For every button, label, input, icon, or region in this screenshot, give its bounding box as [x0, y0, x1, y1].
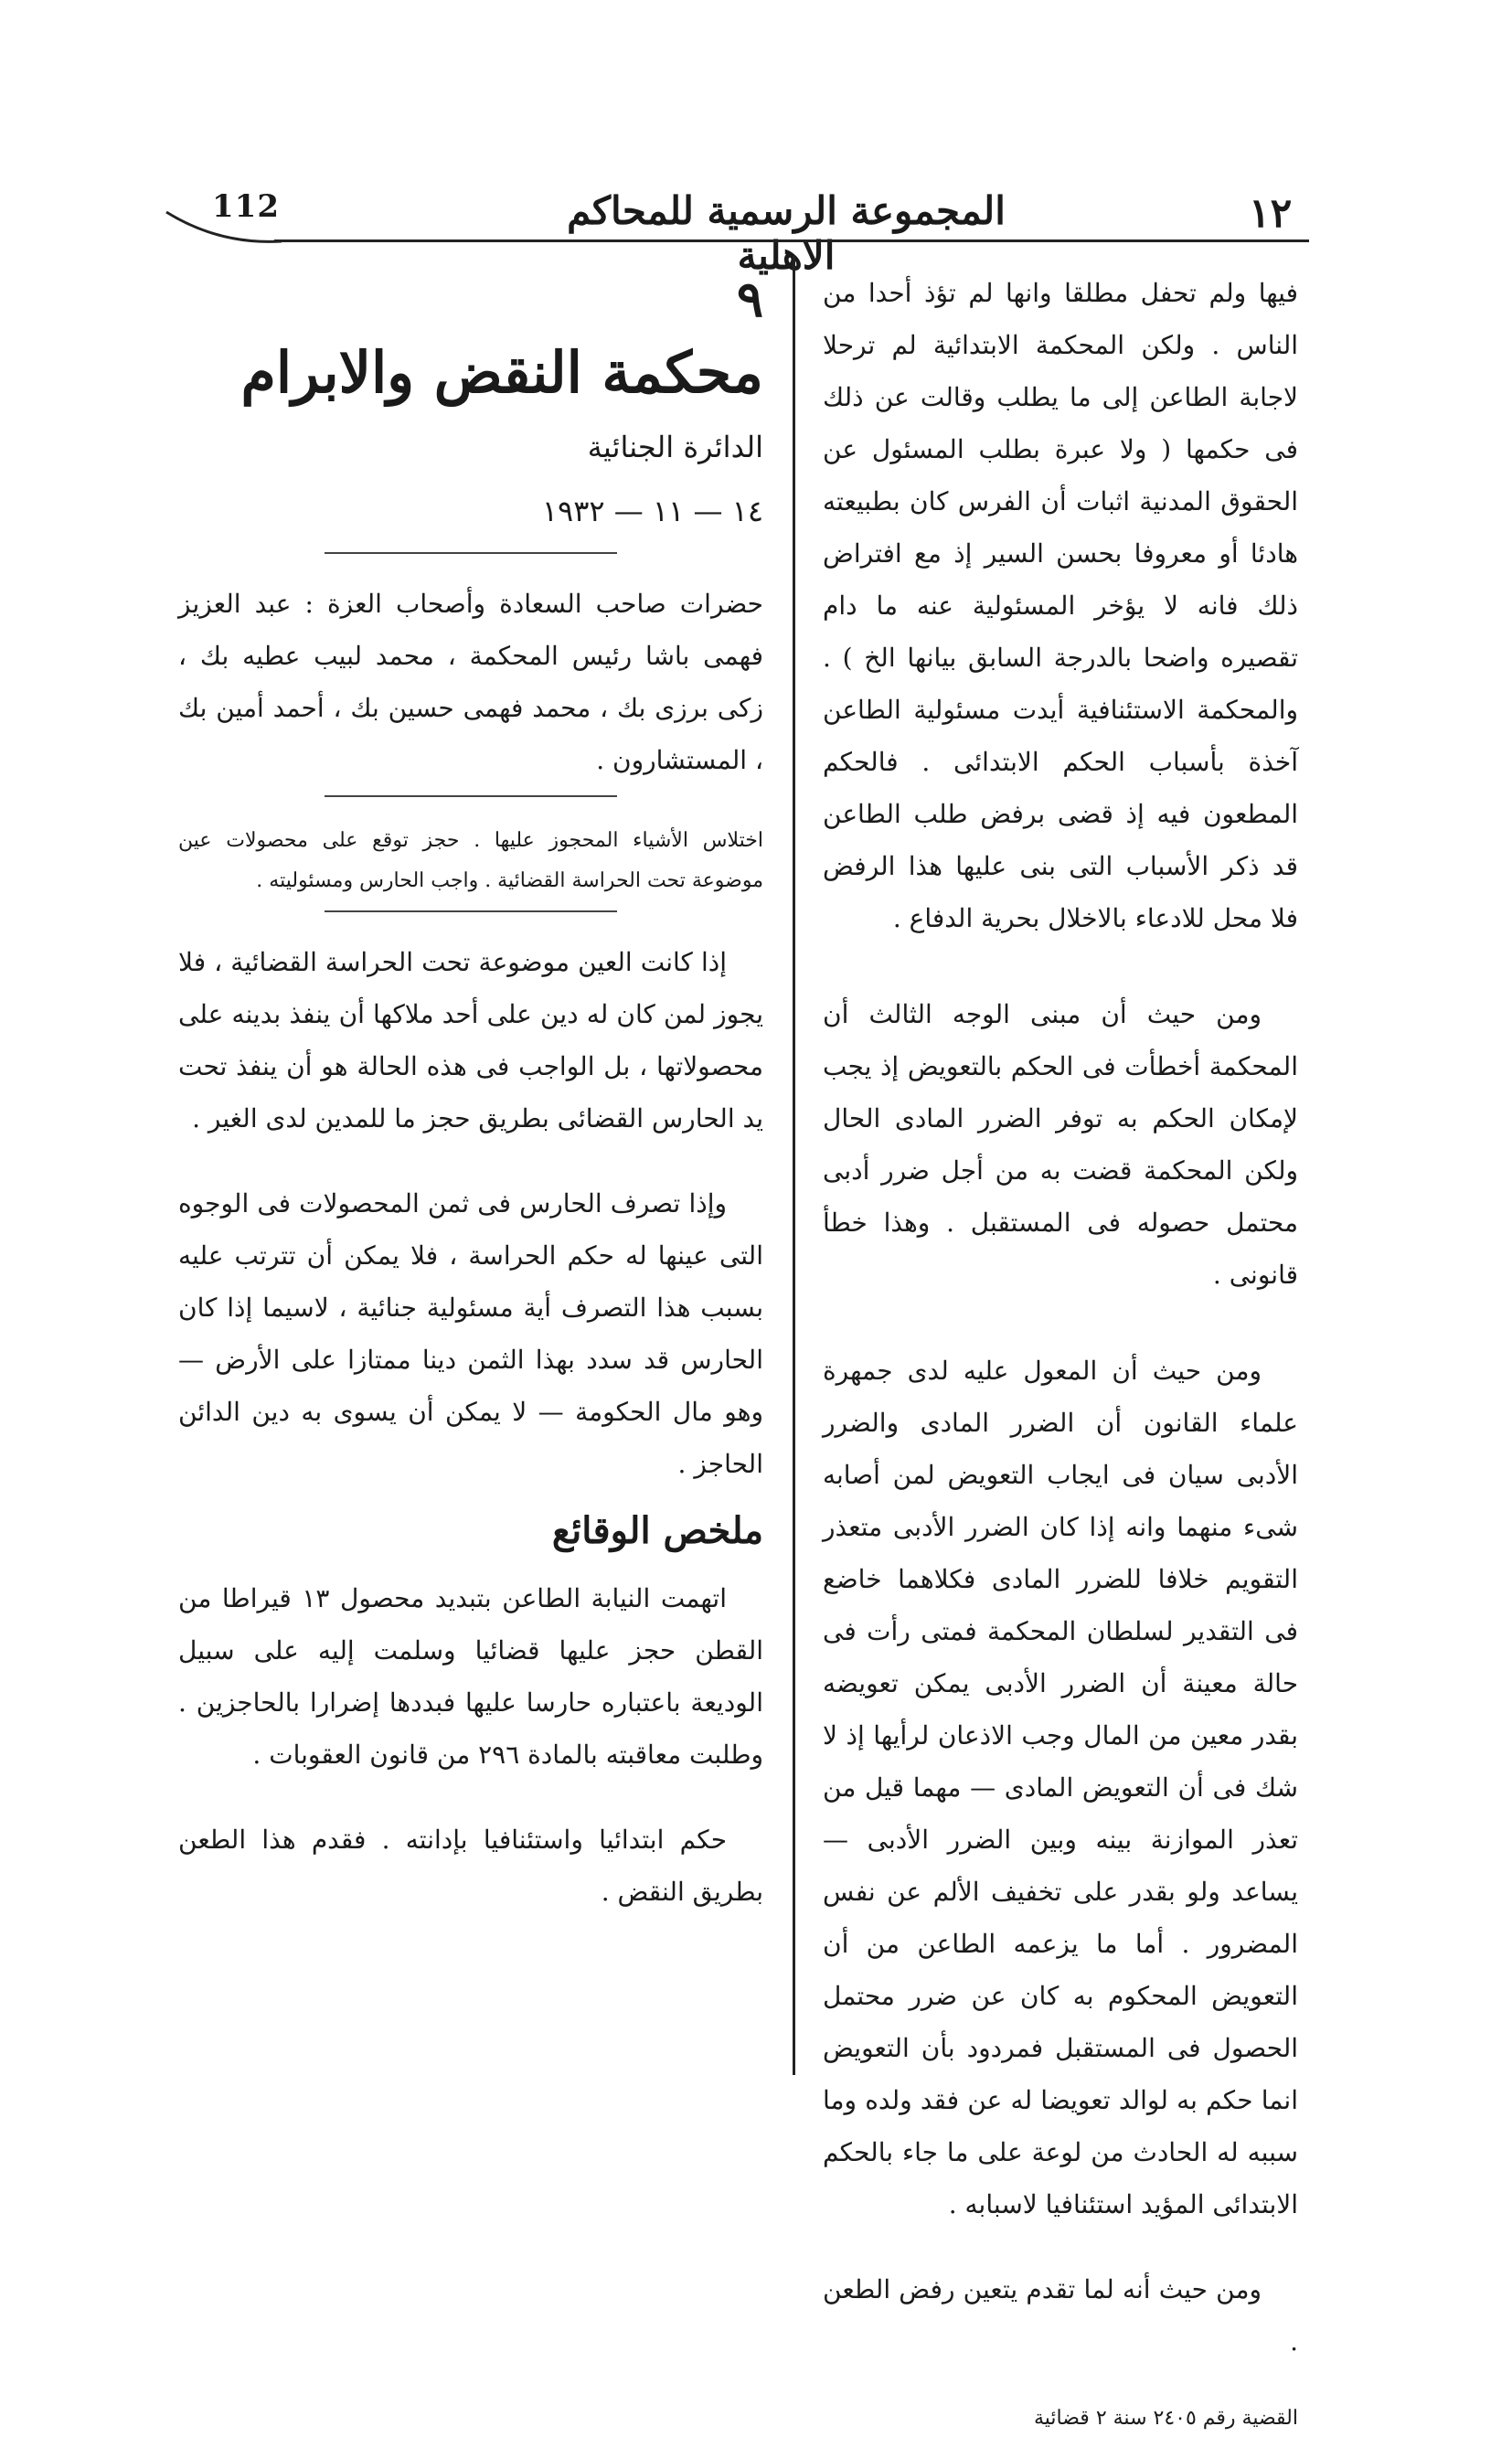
page-number-right: ١٢	[1249, 190, 1293, 237]
section-rule	[325, 795, 617, 797]
case-reference: القضية رقم ٢٤٠٥ سنة ٢ قضائية	[1033, 2407, 1298, 2430]
section-rule	[325, 910, 617, 912]
header-rule	[274, 239, 1309, 242]
running-title: المجموعة الرسمية للمحاكم الاهلية	[567, 188, 1006, 278]
paragraph: ومن حيث أنه لما تقدم يتعين رفض الطعن .	[823, 2274, 1298, 2357]
column-divider	[793, 256, 795, 2075]
section-rule	[325, 552, 617, 554]
legal-principle: وإذا تصرف الحارس فى ثمن المحصولات فى الوجوه التى عينها له حكم الحراسة ، فلا يمكن أن تترتب عليه بسبب هذا التصرف أية مسئولية جنائية ، لاسيما إذا كان الحارس قد سدد بهذا الثمن دينا ممتازا على الأرض — وهو مال الحكومة — لا يمكن أن يسوى به دين الدائن الحاجز .	[178, 1188, 764, 1479]
right-column	[823, 267, 1298, 2437]
paragraph: فيها ولم تحفل مطلقا وانها لم تؤذ أحدا من الناس . ولكن المحكمة الابتدائية لم ترحلا لاجابة الطاعن إلى ما يطلب وقالت عن ذلك فى حكمها ( ولا عبرة بطلب المسئول عن الحقوق المدنية اثبات أن الفرس كان بطبيعته هادئا أو معروفا بحسن السير إذ مع افتراض ذلك فانه لا يؤخر المسئولية عنه ما دام تقصيره واضحا بالدرجة السابق بيانها الخ ) . والمحكمة الاستئنافية أيدت مسئولية الطاعن آخذة بأسباب الحكم الابتدائى . فالحكم المطعون فيه إذ قضى برفض طلب الطاعن قد ذكر الأسباب التى بنى عليها هذا الرفض فلا محل للادعاء بالاخلال بحرية الدفاع .	[823, 278, 1298, 933]
left-column	[178, 267, 763, 1918]
paragraph: ومن حيث أن المعول عليه لدى جمهرة علماء القانون أن الضرر المادى والضرر الأدبى سيان فى ايجاب التعويض لمن أصابه شىء منهما وانه إذا كان الضرر الأدبى متعذر التقويم خلافا للضرر المادى فكلاهما خاضع فى التقدير لسلطان المحكمة فمتى رأت فى حالة معينة أن الضرر الأدبى يمكن تعويضه بقدر معين من المال وجب الاذعان لرأيها إذ لا شك فى أن التعويض المادى — مهما قيل من تعذر الموازنة بينه وبين الضرر الأدبى — يساعد ولو بقدر على تخفيف الألم عن نفس المضرور . أما ما يزعمه الطاعن من أن التعويض المحكوم به كان عن ضرر محتمل الحصول فى المستقبل فمردود بأن التعويض انما حكم به لوالد تعويضا له عن فقد ولده وما سببه له الحادث من لوعة على ما جاء بالحكم الابتدائى المؤيد استئنافيا لاسبابه .	[823, 1356, 1298, 2219]
facts-paragraph: حكم ابتدائيا واستئنافيا بإدانته . فقدم هذا الطعن بطريق النقض .	[178, 1825, 763, 1907]
bench-members: حضرات صاحب السعادة وأصحاب العزة : عبد العزيز فهمى باشا رئيس المحكمة ، محمد لبيب عطيه بك ، زكى برزى بك ، محمد فهمى حسين بك ، أحمد أمين بك ، المستشارون .	[178, 589, 763, 775]
court-division: الدائرة الجنائية	[587, 430, 763, 464]
legal-principle: إذا كانت العين موضوعة تحت الحراسة القضائية ، فلا يجوز لمن كان له دين على أحد ملاكها أن ينفذ بدينه على محصولاتها ، بل الواجب فى هذه الحالة هو أن ينفذ تحت يد الحارس القضائى بطريق حجز ما للمدين لدى الغير .	[178, 947, 763, 1133]
court-name: محكمة النقض والابرام	[240, 339, 763, 406]
judgment-date: ١٤ — ١١ — ١٩٣٢	[541, 494, 763, 528]
facts-heading: ملخص الوقائع	[551, 1509, 763, 1552]
case-number: ٩	[736, 270, 763, 328]
page-number-left: 112	[212, 188, 280, 225]
facts-paragraph: اتهمت النيابة الطاعن بتبديد محصول ١٣ قيراطا من القطن حجز عليها قضائيا وسلمت إليه على سبيل الوديعة باعتباره حارسا عليها فبددها إضرارا بالحاجزين . وطلبت معاقبته بالمادة ٢٩٦ من قانون العقوبات .	[178, 1583, 763, 1770]
case-summary: اختلاس الأشياء المحجوز عليها . حجز توقع على محصولات عين موضوعة تحت الحراسة القضائية . واجب الحارس ومسئوليته .	[178, 829, 763, 892]
paragraph: ومن حيث أن مبنى الوجه الثالث أن المحكمة أخطأت فى الحكم بالتعويض إذ يجب لإمكان الحكم به توفر الضرر المادى الحال ولكن المحكمة قضت به من أجل ضرر أدبى محتمل حصوله فى المستقبل . وهذا خطأ قانونى .	[823, 999, 1298, 1290]
